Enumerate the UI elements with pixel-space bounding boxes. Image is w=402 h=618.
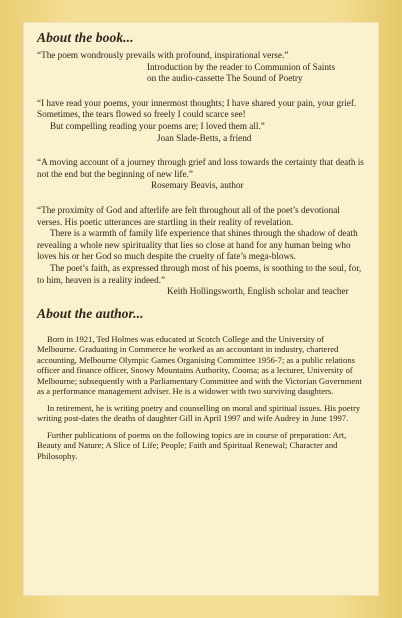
quote-1 [37,50,365,85]
about-book-heading: About the book... [37,30,134,45]
bio-paragraph-1: Born in 1921, Ted Holmes was educated at Scotch College and the University of Melbourne. Graduating in Commerce he worked as an accountant in industry, chartered accounting, Melbourne Olympic Games Organising Committee 1956-7; as a public relations officer and finance officer, Snowy Mountains Authority, Cooma; as a lecturer, University of Melbourne; subsequently with a Parliamentary Committee and with the Victorian Government as a performance management adviser. He is a widower with two surviving daughters. [37,333,362,397]
quote-3-text: “A moving account of a journey through grief and loss towards the certainty that death is not the end but the beginning of new life.” [37,157,364,179]
quote-2 [37,98,365,144]
quote-4-paragraph-1: “The proximity of God and afterlife are felt throughout all of the poet’s devotional verses. His poetic utterances are startling in their reality of revelation. [37,204,340,227]
bio-paragraph-2: In retirement, he is writing poetry and counselling on moral and spiritual issues. His poetry writing post-dates the deaths of daughter Gill in April 1997 and wife Audrey in June 1997. [37,402,361,424]
quote-4 [37,205,365,298]
quote-2-text-continued: But compelling reading your poems are; I loved them all.” [50,120,265,131]
quote-1-text: “The poem wondrously prevails with profound, inspirational verse.” [37,50,289,60]
quote-1-attribution-line-2: on the audio-cassette The Sound of Poetry [147,73,303,84]
author-biography [37,334,365,462]
bio-paragraph-3: Further publications of poems on the following topics are in course of preparation: Art, Beauty and Nature; A Slice of Life; People; Faith and Spiritual Renewal; Character and Philosophy. [37,429,347,461]
quote-4-attribution: Keith Hollingsworth, English scholar and teacher [167,286,349,297]
about-author-heading: About the author... [37,305,144,321]
quote-2-attribution: Joan Slade-Betts, a friend [157,132,252,143]
quote-2-text: “I have read your poems, your innermost thoughts; I have shared your pain, your grief. Sometimes, the tears flowed so freely I could scarce see! [37,97,357,120]
quote-3 [37,157,365,192]
quote-1-attribution-line-1: Introduction by the reader to Communion of Saints [147,61,336,72]
quote-3-attribution: Rosemary Beavis, author [151,180,244,191]
text-panel [23,22,379,596]
quote-4-paragraph-2: There is a warmth of family life experience that shines through the shadow of death revealing a whole new spirituality that lies so close at hand for any human being who loves his or her God so much despite the cruelty of fate’s mega-blows. [37,228,358,262]
quote-4-paragraph-3: The poet’s faith, as expressed through most of his poems, is soothing to the soul, for, to him, heaven is a reality indeed.” [37,262,362,285]
